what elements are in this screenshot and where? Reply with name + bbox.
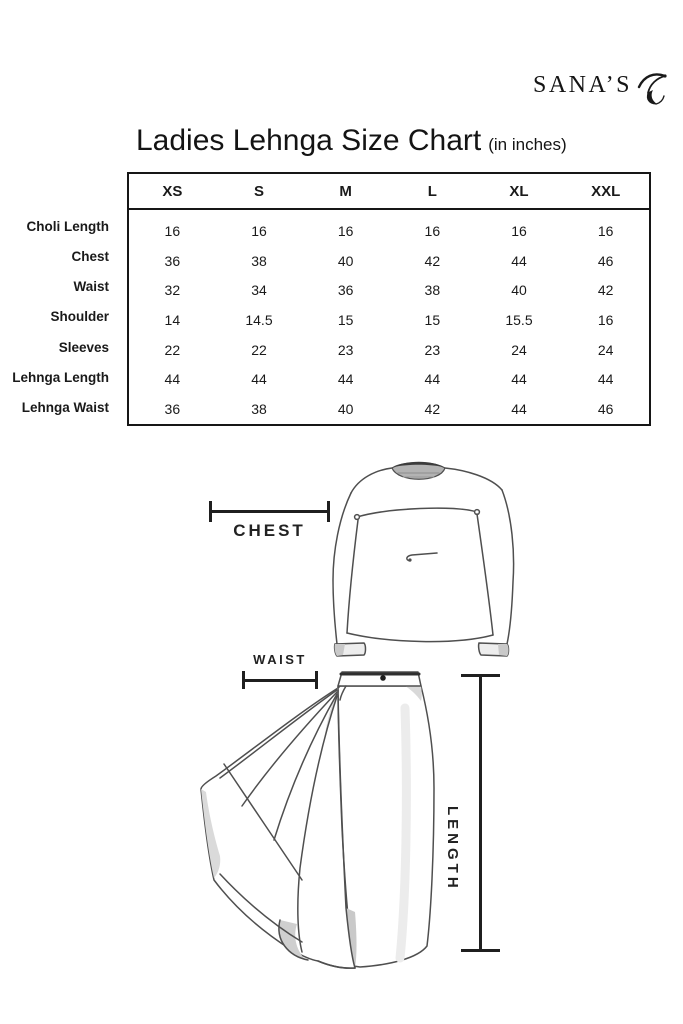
size-column-header: S <box>253 182 264 200</box>
table-cell: 15.5 <box>505 311 533 328</box>
table-row <box>129 246 649 276</box>
table-row <box>129 365 649 395</box>
table-cell: 44 <box>424 371 441 388</box>
table-cell: 15 <box>424 311 441 328</box>
chest-measure-bar <box>209 501 330 522</box>
table-cell: 46 <box>597 401 614 418</box>
table-cell: 22 <box>164 341 181 358</box>
size-column-header: XXL <box>591 182 621 200</box>
table-row <box>129 275 649 305</box>
size-column-header: XS <box>162 182 183 200</box>
table-cell: 44 <box>164 371 181 388</box>
table-cell: 34 <box>251 282 267 299</box>
table-cell: 44 <box>597 371 614 388</box>
unit-subtitle: (in inches) <box>488 135 567 154</box>
table-cell: 14 <box>164 311 181 328</box>
table-cell: 32 <box>164 282 181 299</box>
title-block <box>136 124 567 158</box>
length-measure-label: LENGTH <box>444 806 461 892</box>
table-cell: 16 <box>597 222 614 239</box>
table-cell: 16 <box>424 222 441 239</box>
table-cell: 44 <box>511 401 527 418</box>
table-row <box>129 394 649 424</box>
table-cell: 46 <box>597 252 614 269</box>
table-cell: 40 <box>337 252 354 269</box>
table-cell: 23 <box>424 341 441 358</box>
row-label: Choli Length <box>26 218 109 234</box>
table-cell: 36 <box>164 401 181 418</box>
table-row <box>129 305 649 335</box>
table-cell: 42 <box>424 252 441 269</box>
page-title: Ladies Lehnga Size Chart <box>136 124 482 157</box>
measurement-row-labels <box>0 211 109 423</box>
table-cell: 16 <box>337 222 354 239</box>
table-cell: 38 <box>251 401 267 418</box>
table-cell: 16 <box>597 311 614 328</box>
table-cell: 16 <box>164 222 181 239</box>
table-cell: 44 <box>337 371 354 388</box>
size-table <box>127 172 651 426</box>
chest-measure-label: CHEST <box>233 521 306 540</box>
table-cell: 15 <box>337 311 354 328</box>
table-cell: 22 <box>251 341 267 358</box>
table-cell: 38 <box>424 282 441 299</box>
table-cell: 42 <box>597 282 614 299</box>
size-table-header <box>129 174 649 210</box>
size-table-body <box>129 212 649 424</box>
table-cell: 44 <box>511 252 527 269</box>
table-cell: 36 <box>164 252 181 269</box>
row-label: Lehnga Waist <box>21 400 109 416</box>
brand-wordmark: SANA’S <box>532 72 632 98</box>
row-label: Lehnga Length <box>12 370 109 386</box>
lehnga-skirt-sketch <box>150 668 445 978</box>
dupatta-swirl-icon <box>637 70 667 111</box>
row-label: Waist <box>73 279 109 295</box>
table-cell: 40 <box>511 282 527 299</box>
table-cell: 42 <box>424 401 441 418</box>
size-column-header: L <box>427 182 437 200</box>
row-label: Chest <box>71 248 109 264</box>
table-row <box>129 335 649 365</box>
table-cell: 16 <box>511 222 527 239</box>
table-cell: 24 <box>597 341 614 358</box>
row-label: Shoulder <box>50 309 109 325</box>
table-cell: 24 <box>511 341 527 358</box>
table-cell: 44 <box>251 371 267 388</box>
table-cell: 44 <box>511 371 527 388</box>
brand-logo <box>533 72 667 111</box>
table-row <box>129 216 649 246</box>
waist-measure-label: WAIST <box>253 652 307 667</box>
row-label: Sleeves <box>58 339 109 355</box>
length-measure-cap-bottom <box>461 949 500 952</box>
size-column-header: XL <box>509 182 529 200</box>
table-cell: 14.5 <box>245 311 273 328</box>
table-cell: 36 <box>337 282 354 299</box>
choli-blouse-sketch <box>326 456 518 664</box>
table-cell: 16 <box>251 222 267 239</box>
size-column-header: M <box>339 182 352 200</box>
table-cell: 23 <box>337 341 354 358</box>
table-cell: 40 <box>337 401 354 418</box>
length-measure-line <box>479 676 482 951</box>
table-cell: 38 <box>251 252 267 269</box>
